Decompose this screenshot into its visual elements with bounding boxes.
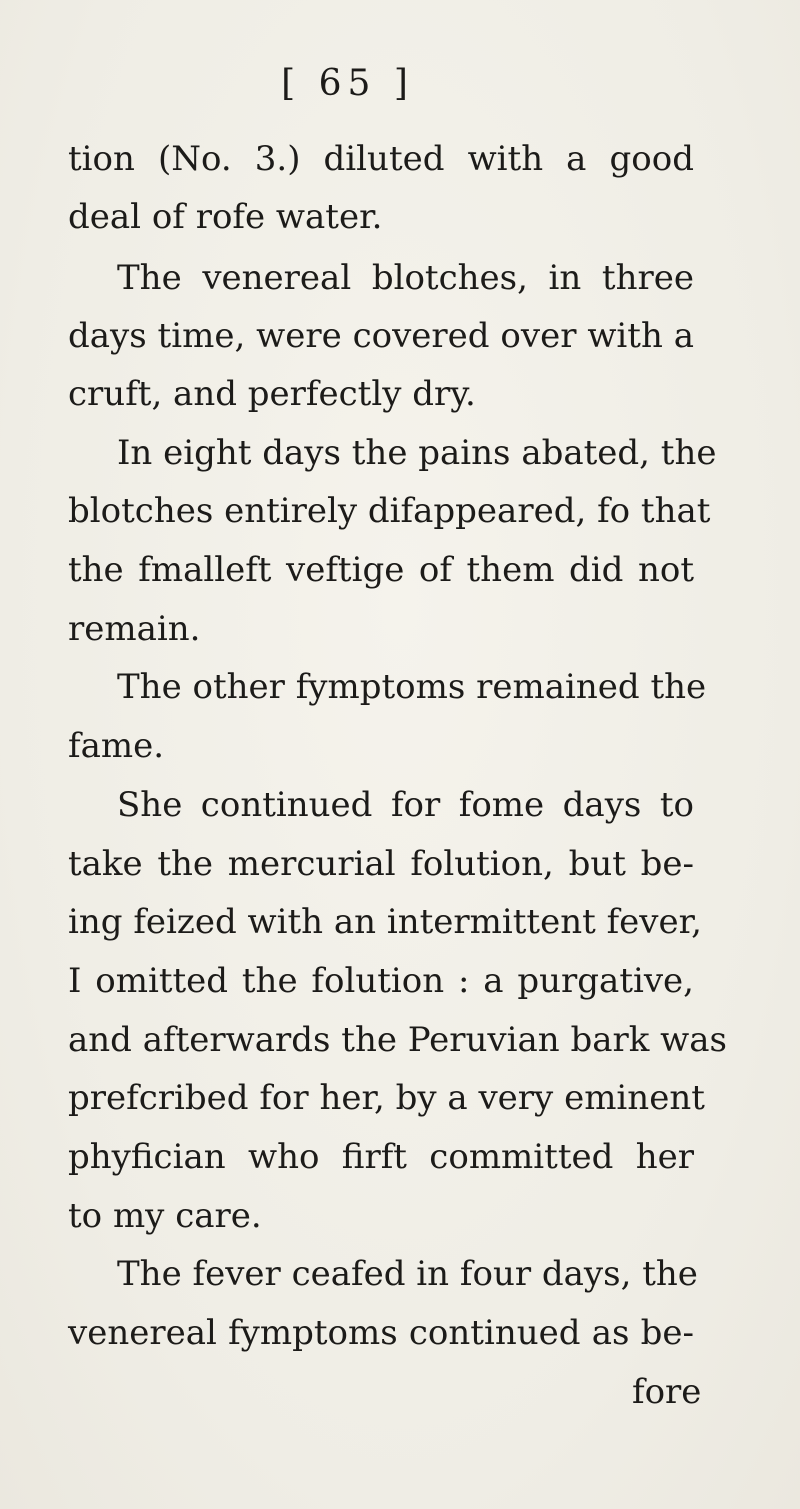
text-line: to my care.: [68, 1196, 262, 1236]
text-line: blotches entirely difappeared, fo that: [68, 491, 711, 531]
text-line: In eight days the pains abated, the: [117, 433, 717, 473]
text-line: venereal fymptoms continued as be-: [68, 1313, 694, 1353]
text-line: The fever ceafed in four days, the: [117, 1254, 698, 1294]
text-line: cruft, and perfectly dry.: [68, 374, 476, 414]
text-line: deal of rofe water.: [68, 197, 383, 237]
text-line: She continued for fome days to: [117, 785, 694, 825]
text-line: fame.: [68, 726, 165, 766]
text-line: The venereal blotches, in three: [117, 258, 694, 298]
text-line: and afterwards the Peruvian bark was: [68, 1020, 727, 1060]
text-line: I omitted the folution : a purgative,: [68, 961, 694, 1001]
page-number-header: [ 65 ]: [281, 63, 414, 104]
text-line: tion (No. 3.) diluted with a good: [68, 139, 694, 179]
catchword: fore: [632, 1372, 702, 1412]
text-line: days time, were covered over with a: [68, 316, 694, 356]
text-line: take the mercurial folution, but be-: [68, 844, 694, 884]
text-line: phyfician who firft committed her: [68, 1137, 694, 1177]
text-line: the fmalleft veftige of them did not: [68, 550, 694, 590]
text-line: ing feized with an intermittent fever,: [68, 902, 702, 942]
text-line: The other fymptoms remained the: [117, 667, 707, 707]
text-line: prefcribed for her, by a very eminent: [68, 1078, 705, 1118]
text-line: remain.: [68, 609, 201, 649]
